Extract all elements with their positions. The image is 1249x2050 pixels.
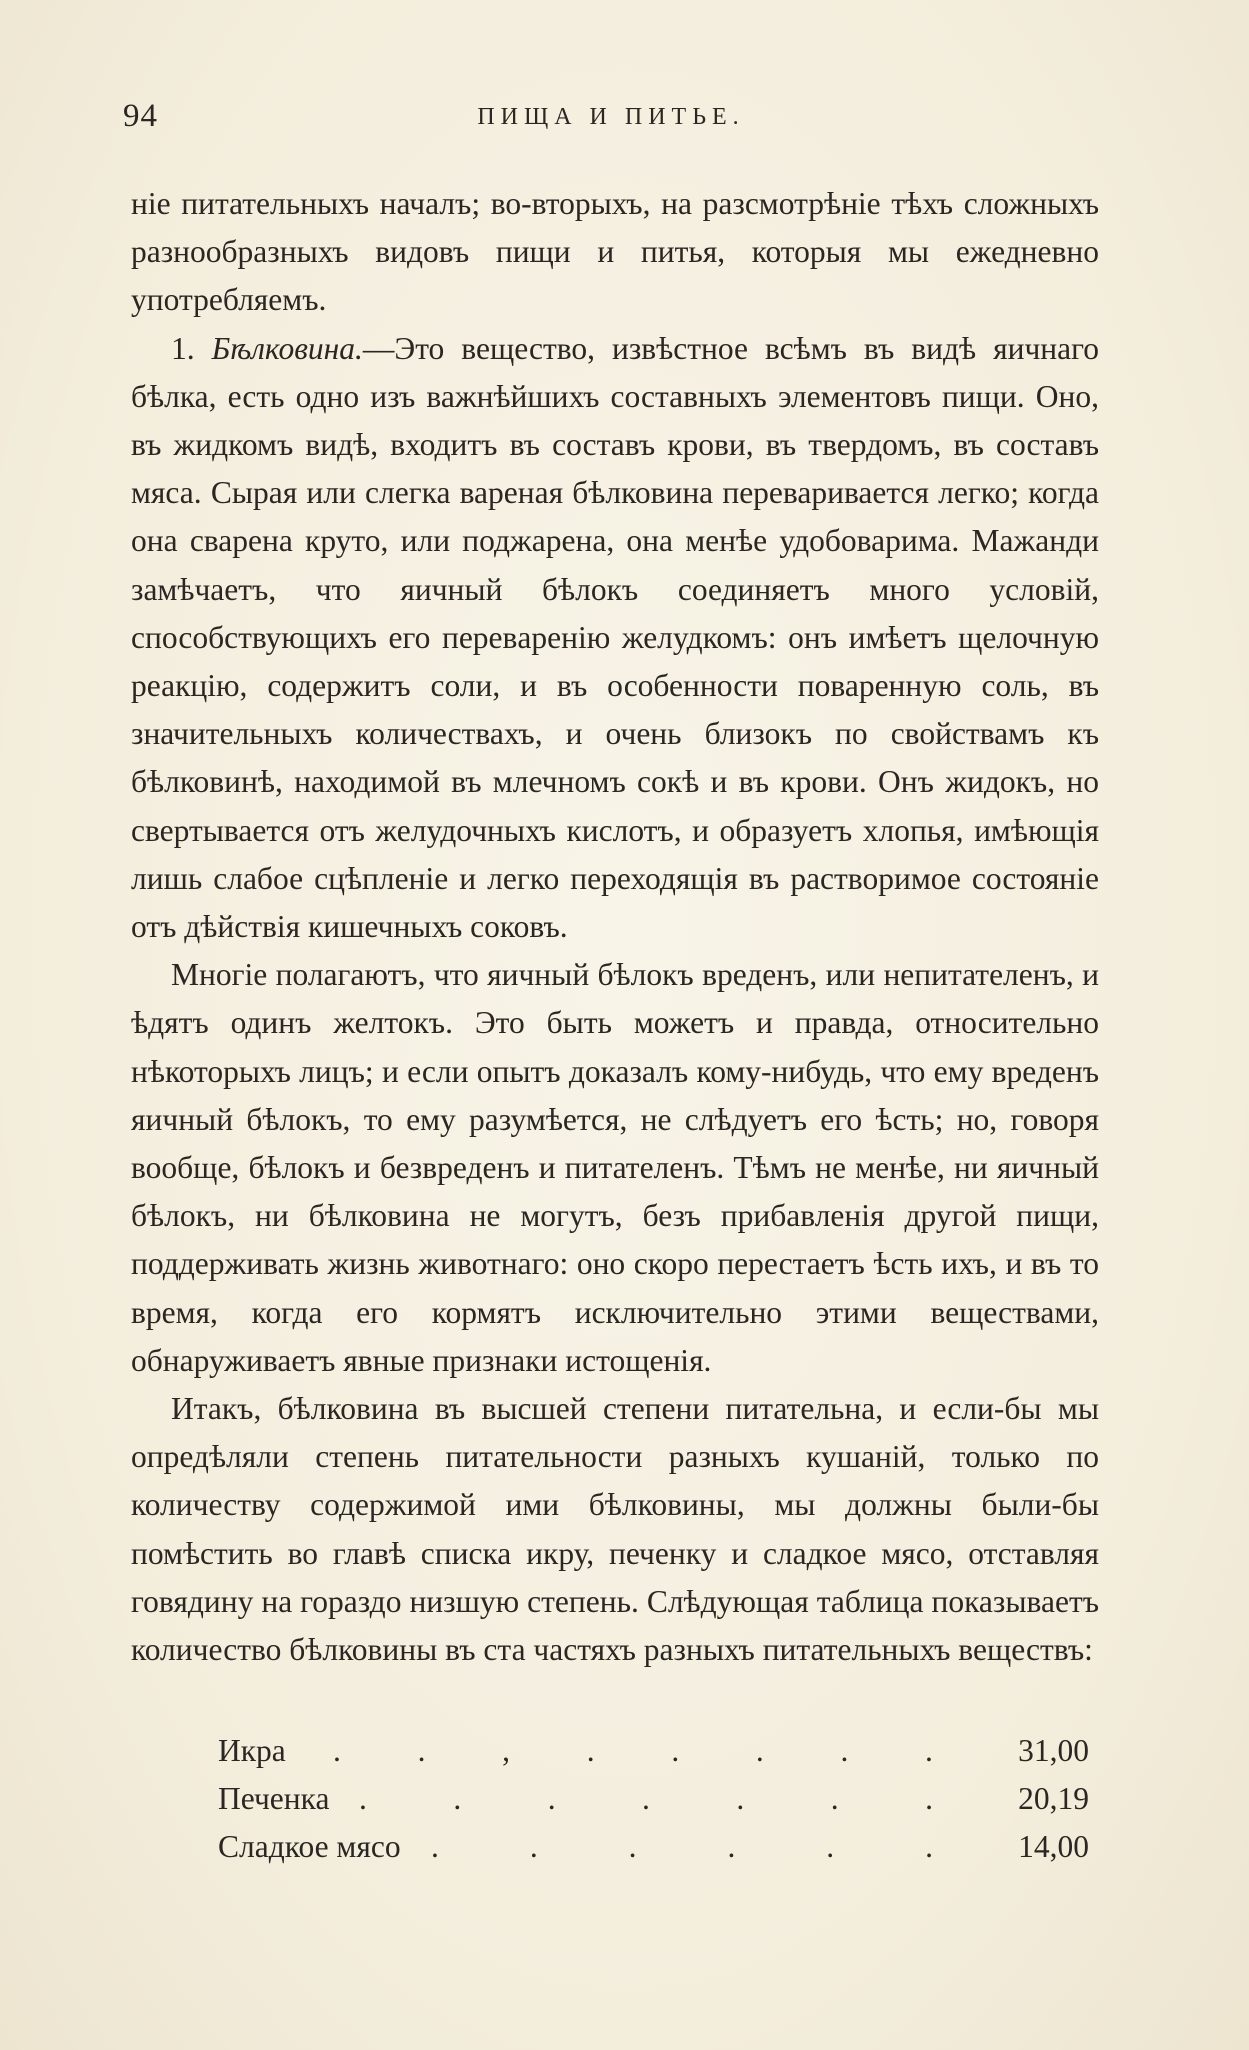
body-text [131,180,1099,1674]
table-row-leader: . . . . . . [431,1829,933,1865]
table-row-name: Печенка [218,1781,330,1817]
paragraph-text: Многіе полагаютъ, что яичный бѣлокъ вреденъ, или непитателенъ, и ѣдятъ одинъ желтокъ. Это быть можетъ и правда, относительно нѣкоторыхъ лицъ; и если опытъ доказалъ кому-нибудь, что ему вреденъ яичный бѣлокъ, то ему разумѣется, не слѣдуетъ его ѣсть; но, говоря вообще, бѣлокъ и безвреденъ и питателенъ. Тѣмъ не менѣе, ни яичный бѣлокъ, ни бѣлковина не могутъ, безъ прибавленія другой пищи, поддерживать жизнь животнаго: оно скоро перестаетъ ѣсть ихъ, и въ то время, когда его кормятъ исключительно этими веществами, обнаруживаетъ явные признаки истощенія. [131,957,1099,1378]
table-row-value: 31,00 [1018,1733,1089,1768]
paragraph-text: ніе питательныхъ началъ; во-вторыхъ, на разсмотрѣніе тѣхъ сложныхъ разнообразныхъ видовъ пищи и питья, которыя мы ежедневно употребляемъ. [131,186,1099,318]
table-row-value: 14,00 [1018,1829,1089,1865]
running-title: ПИЩА И ПИТЬЕ. [477,104,745,130]
paragraph-continuation [131,180,1099,325]
section-number: 1. [171,330,195,366]
table-row-leader: . . , . . . . . [333,1733,933,1768]
paragraph-text: Итакъ, бѣлковина въ высшей степени питательна, и если-бы мы опредѣляли степень питательности разныхъ кушаній, только по количеству содержимой ими бѣлковины, мы должны были-бы помѣстить во главѣ списка икру, печенку и сладкое мясо, отставляя говядину на гораздо низшую степень. Слѣдующая таблица показываетъ количество бѣлковины въ ста частяхъ разныхъ питательныхъ веществъ: [131,1391,1099,1668]
table-row-name: Сладкое мясо [218,1829,401,1865]
paragraph-egg-white [131,951,1099,1385]
table-row [218,1775,1099,1823]
paragraph-conclusion [131,1385,1099,1674]
albumin-table [218,1727,1099,1872]
page-header [123,98,1099,138]
table-row-name: Икра [218,1733,286,1768]
table-row [218,1823,1099,1871]
paragraph-albumin [131,325,1099,952]
section-term: Бѣлковина. [211,330,363,366]
page-number: 94 [123,98,158,134]
paragraph-text: —Это вещество, извѣстное всѣмъ въ видѣ яичнаго бѣлка, есть одно изъ важнѣйшихъ составныхъ элементовъ пищи. Оно, въ жидкомъ видѣ, входитъ въ составъ крови, въ твердомъ, въ составъ мяса. Сырая или слегка вареная бѣлковина переваривается легко; когда она сварена круто, или поджарена, она менѣе удобоварима. Мажанди замѣчаетъ, что яичный бѣлокъ соединяетъ много условій, способствующихъ его перевaренію желудкомъ: онъ имѣетъ щелочную реакцію, содержитъ соли, и въ особенности поваренную соль, въ значительныхъ количествахъ, и очень близокъ по свойствамъ къ бѣлковинѣ, находимой въ млечномъ сокѣ и въ крови. Онъ жидокъ, но свертывается отъ желудочныхъ кислотъ, и образуетъ хлопья, имѣющія лишь слабое сцѣпленіе и легко переходящія въ растворимое состояніе отъ дѣйствія кишечныхъ соковъ. [131,330,1100,945]
table-row-leader: . . . . . . . [359,1781,933,1817]
table-row-value: 20,19 [1018,1781,1089,1817]
table-row [218,1727,1099,1775]
